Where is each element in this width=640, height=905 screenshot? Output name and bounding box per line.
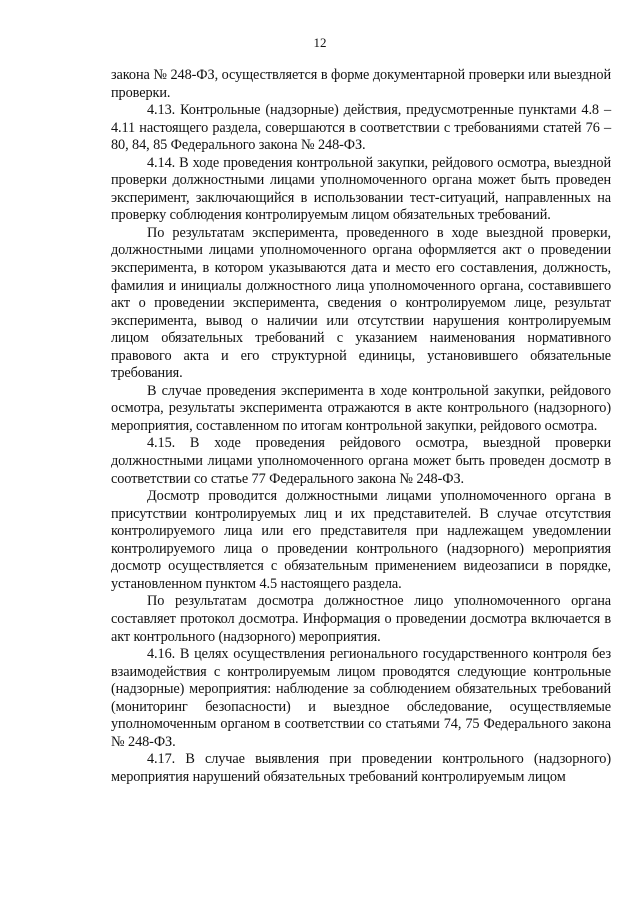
paragraph-4-14: 4.14. В ходе проведения контрольной закупки, рейдового осмотра, выездной проверки должностными лицами уполномоченного органа может быть проведен эксперимент, заключающийся в использовании тест-ситуаций, направленных на проверку соблюдения контролируемым лицом обязательных требований. — [111, 154, 611, 224]
paragraph-4-17: 4.17. В случае выявления при проведении контрольного (надзорного) мероприятия нарушений обязательных требований контролируемым лицом — [111, 751, 611, 785]
paragraph-4-16: 4.16. В целях осуществления регионального государственного контроля без взаимодействия с контролируемым лицом проводятся следующие контрольные (надзорные) мероприятия: наблюдение за соблюдением обязательных требований (мониторинг безопасности) и выездное обследование, осуществляемые уполномоченным органом в соответствии со статьями 74, 75 Федерального закона № 248-ФЗ. — [111, 646, 611, 750]
paragraph-inspection-procedure: Досмотр проводится должностными лицами уполномоченного органа в присутствии контролируемых лиц и их представителей. В случае отсутствия контролируемого лица или его представителя при надлежащем уведомлении контролируемого лица о проведении контрольного (надзорного) мероприятия досмотр осуществляется с обязательным применением видеозаписи в порядке, установленном пунктом 4.5 настоящего раздела. — [111, 488, 611, 592]
page-number: 12 — [313, 35, 327, 50]
paragraph-4-13: 4.13. Контрольные (надзорные) действия, предусмотренные пунктами 4.8 – 4.11 настоящего раздела, совершаются в соответствии с требованиями статей 76 – 80, 84, 85 Федерального закона № 248-ФЗ. — [111, 102, 611, 154]
paragraph-4-15: 4.15. В ходе проведения рейдового осмотра, выездной проверки должностными лицами уполномоченного органа может быть проведен досмотр в соответствии со статье 77 Федерального закона № 248-ФЗ. — [111, 435, 611, 487]
paragraph-experiment-result: По результатам эксперимента, проведенного в ходе выездной проверки, должностными лицами уполномоченного органа оформляется акт о проведении эксперимента, в котором указываются дата и место его составления, должность, фамилия и инициалы должностного лица уполномоченного органа, составившего акт о проведении эксперимента, сведения о контролируемом лице, результат эксперимента, вывод о наличии или отсутствии нарушения контролируемым лицом обязательных требований с указанием наименования нормативного правового акта и его структурной единицы, установившего обязательные требования. — [111, 224, 611, 382]
paragraph-inspection-protocol: По результатам досмотра должностное лицо уполномоченного органа составляет протокол досмотра. Информация о проведении досмотра включается в акт контрольного (надзорного) мероприятия. — [111, 593, 611, 645]
paragraph-experiment-purchase: В случае проведения эксперимента в ходе контрольной закупки, рейдового осмотра, результаты эксперимента отражаются в акте контрольного (надзорного) мероприятия, составленном по итогам контрольной закупки, рейдового осмотра. — [111, 382, 611, 434]
paragraph-continuation: закона № 248-ФЗ, осуществляется в форме документарной проверки или выездной проверки. — [111, 67, 611, 101]
document-body — [111, 67, 611, 786]
